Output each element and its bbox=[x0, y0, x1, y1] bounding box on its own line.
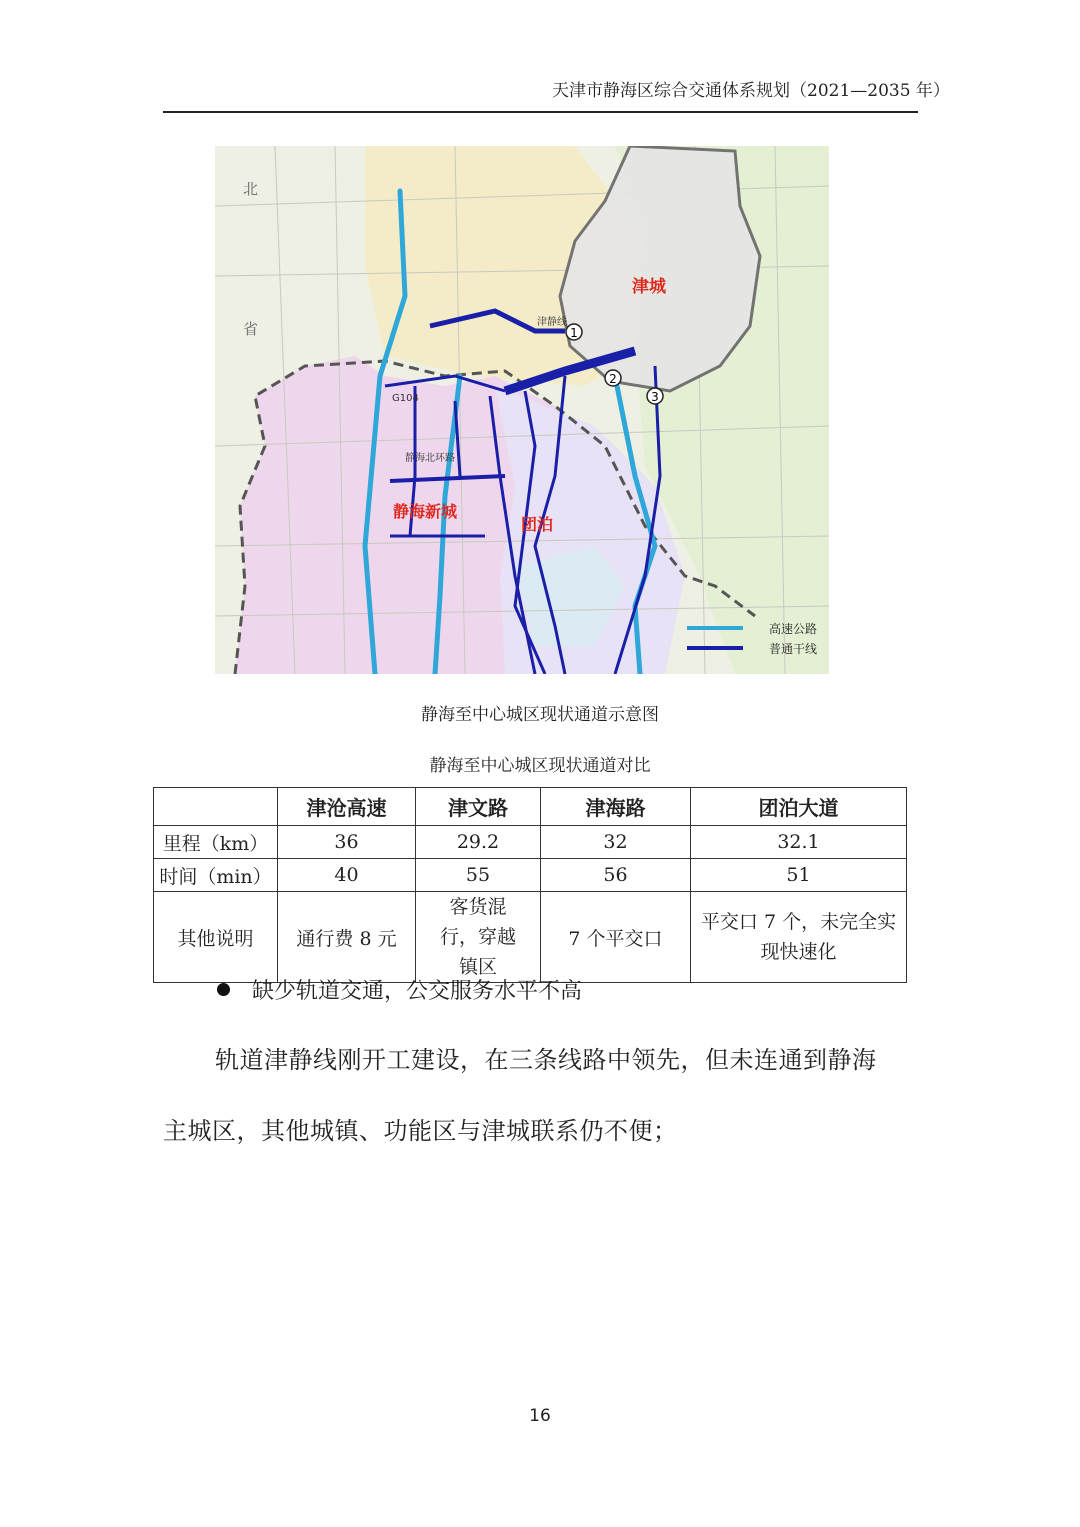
table-cell: 51 bbox=[691, 859, 907, 892]
bullet-heading: 缺少轨道交通，公交服务水平不高 bbox=[252, 979, 583, 1004]
table-header-cell bbox=[154, 788, 278, 826]
table-cell: 29.2 bbox=[416, 826, 541, 859]
table-header-row bbox=[154, 788, 907, 826]
legend-arterial-label: 普通干线 bbox=[769, 642, 818, 656]
map-svg bbox=[215, 146, 829, 674]
label-tuanbo: 团泊 bbox=[521, 515, 554, 534]
label-north-ring: 静海北环路 bbox=[405, 453, 455, 464]
label-jinjing-line: 津静线 bbox=[537, 317, 567, 328]
table-cell: 通行费 8 元 bbox=[278, 892, 416, 983]
table-row bbox=[154, 859, 907, 892]
table-caption: 静海至中心城区现状通道对比 bbox=[429, 756, 651, 776]
table-cell: 平交口 7 个，未完全实现快速化 bbox=[691, 892, 907, 983]
table-cell: 32 bbox=[541, 826, 691, 859]
table-header-cell: 津沧高速 bbox=[278, 788, 416, 826]
label-north: 北 bbox=[243, 180, 259, 198]
table-header-cell: 津文路 bbox=[416, 788, 541, 826]
label-jinghai-newtown: 静海新城 bbox=[393, 502, 458, 521]
table-row bbox=[154, 892, 907, 983]
table-cell: 时间（min） bbox=[154, 859, 278, 892]
bullet-icon bbox=[217, 983, 230, 996]
table-row bbox=[154, 826, 907, 859]
node-label-1: 1 bbox=[570, 326, 578, 340]
table-cell: 36 bbox=[278, 826, 416, 859]
channel-map bbox=[215, 146, 829, 674]
table-cell: 40 bbox=[278, 859, 416, 892]
table-cell: 32.1 bbox=[691, 826, 907, 859]
header-title: 天津市静海区综合交通体系规划（2021—2035 年） bbox=[552, 81, 950, 101]
legend-expressway-label: 高速公路 bbox=[769, 622, 818, 636]
paragraph-line-1: 轨道津静线刚开工建设，在三条线路中领先，但未连通到静海 bbox=[215, 1046, 877, 1074]
table-cell: 55 bbox=[416, 859, 541, 892]
table-cell: 里程（km） bbox=[154, 826, 278, 859]
table-cell: 7 个平交口 bbox=[541, 892, 691, 983]
figure-caption: 静海至中心城区现状通道示意图 bbox=[421, 705, 659, 725]
paragraph-line-2: 主城区，其他城镇、功能区与津城联系仍不便； bbox=[163, 1117, 678, 1145]
page-number: 16 bbox=[529, 1406, 551, 1426]
node-label-2: 2 bbox=[609, 372, 617, 386]
label-g104: G104 bbox=[392, 393, 419, 404]
node-label-3: 3 bbox=[651, 390, 659, 404]
table-cell: 56 bbox=[541, 859, 691, 892]
header-rule bbox=[163, 111, 918, 113]
label-province: 省 bbox=[243, 320, 259, 338]
table-cell: 其他说明 bbox=[154, 892, 278, 983]
label-jincheng: 津城 bbox=[632, 277, 666, 297]
table-header-cell: 团泊大道 bbox=[691, 788, 907, 826]
table-header-cell: 津海路 bbox=[541, 788, 691, 826]
comparison-table bbox=[153, 787, 907, 983]
table-cell: 客货混行，穿越镇区 bbox=[416, 892, 541, 983]
